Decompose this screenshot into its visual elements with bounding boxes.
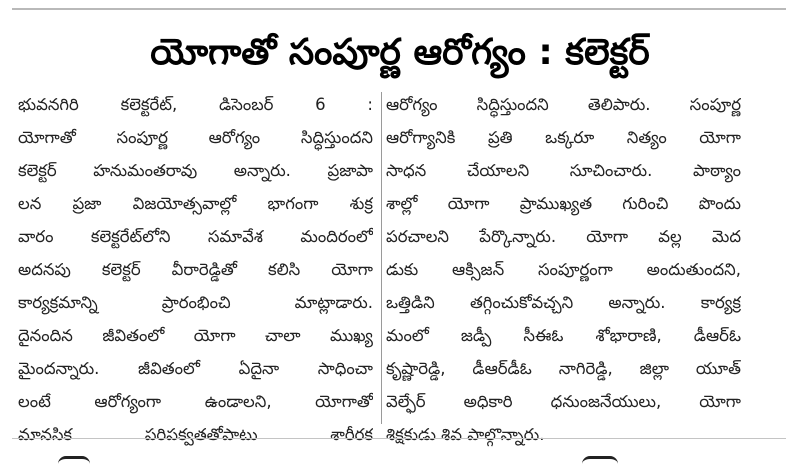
article-line: లంటే ఆరోగ్యంగా ఉండాలని, యోగాతో [18, 392, 373, 411]
article-body [18, 88, 741, 444]
next-article-fragment [0, 452, 800, 467]
article-line: కలెక్టర్ హనుమంతరావు అన్నారు. ప్రజాపా [18, 161, 373, 180]
article-line: మైందన్నారు. జీవితంలో ఏదైనా సాధించా [18, 359, 373, 378]
article-line: యోగాతో సంపూర్ణ ఆరోగ్యం సిద్ధిస్తుందని [18, 128, 373, 147]
article-line: వారం కలెక్టరేట్‌లోని సమావేశ మందిరంలో [18, 227, 373, 246]
article-line: సాధన చేయాలని సూచించారు. పాఠ్యాం [386, 161, 741, 180]
article-line: మానసిక పరిపక్వతతోపాటు శారీరక [18, 425, 373, 444]
headline: యోగాతో సంపూర్ణ ఆరోగ్యం : కలెక్టర్ [150, 32, 650, 73]
article-line: అదనపు కలెక్టర్ వీరారెడ్డితో కలిసి యోగా [18, 260, 373, 279]
top-rule [12, 8, 786, 10]
article-line: పరచాలని పేర్కొన్నారు. యోగా వల్ల మెద [386, 227, 741, 246]
article-line: ఆరోగ్యం సిద్ధిస్తుందని తెలిపారు. సంపూర్ణ [386, 95, 741, 114]
article-line: దైనందిన జీవితంలో యోగా చాలా ముఖ్య [18, 326, 373, 345]
article-line: మంలో జడ్పీ సీఈఓ శోభారాణి, డీఆర్‌ఓ [386, 326, 741, 345]
cropped-glyph [58, 456, 90, 470]
article-line: శిక్షకుడు శివ పాల్గొన్నారు. [386, 425, 545, 444]
bottom-rule [12, 438, 786, 439]
article-line: కృష్ణారెడ్డి, డీఆర్‌డీఓ నాగిరెడ్డి, జిల్లా యూత్ [386, 359, 741, 378]
article-line: వెల్ఫేర్ అధికారి ధనుంజనేయులు, యోగా [386, 392, 741, 411]
article-line: ఒత్తిడిని తగ్గించుకోవచ్చని అన్నారు. కార్యక్ర [386, 293, 741, 312]
article-line: భువనగిరి కలెక్టరేట్, డిసెంబర్ 6 : [18, 95, 373, 114]
article-line: ఆరోగ్యానికి ప్రతి ఒక్కరూ నిత్యం యోగా [386, 128, 741, 147]
article-line: శాల్లో యోగా ప్రాముఖ్యత గురించి పొందు [386, 194, 741, 213]
article-line: డుకు ఆక్సిజన్ సంపూర్ణంగా అందుతుందని, [386, 260, 741, 279]
article-line: లన ప్రజా విజయోత్సవాల్లో భాగంగా శుక్ర [18, 194, 373, 213]
right-column [386, 88, 741, 451]
article-line: కార్యక్రమాన్ని ప్రారంభించి మాట్లాడారు. [18, 293, 373, 312]
cropped-glyph [582, 456, 618, 470]
left-column [18, 88, 373, 451]
column-divider [381, 92, 382, 424]
